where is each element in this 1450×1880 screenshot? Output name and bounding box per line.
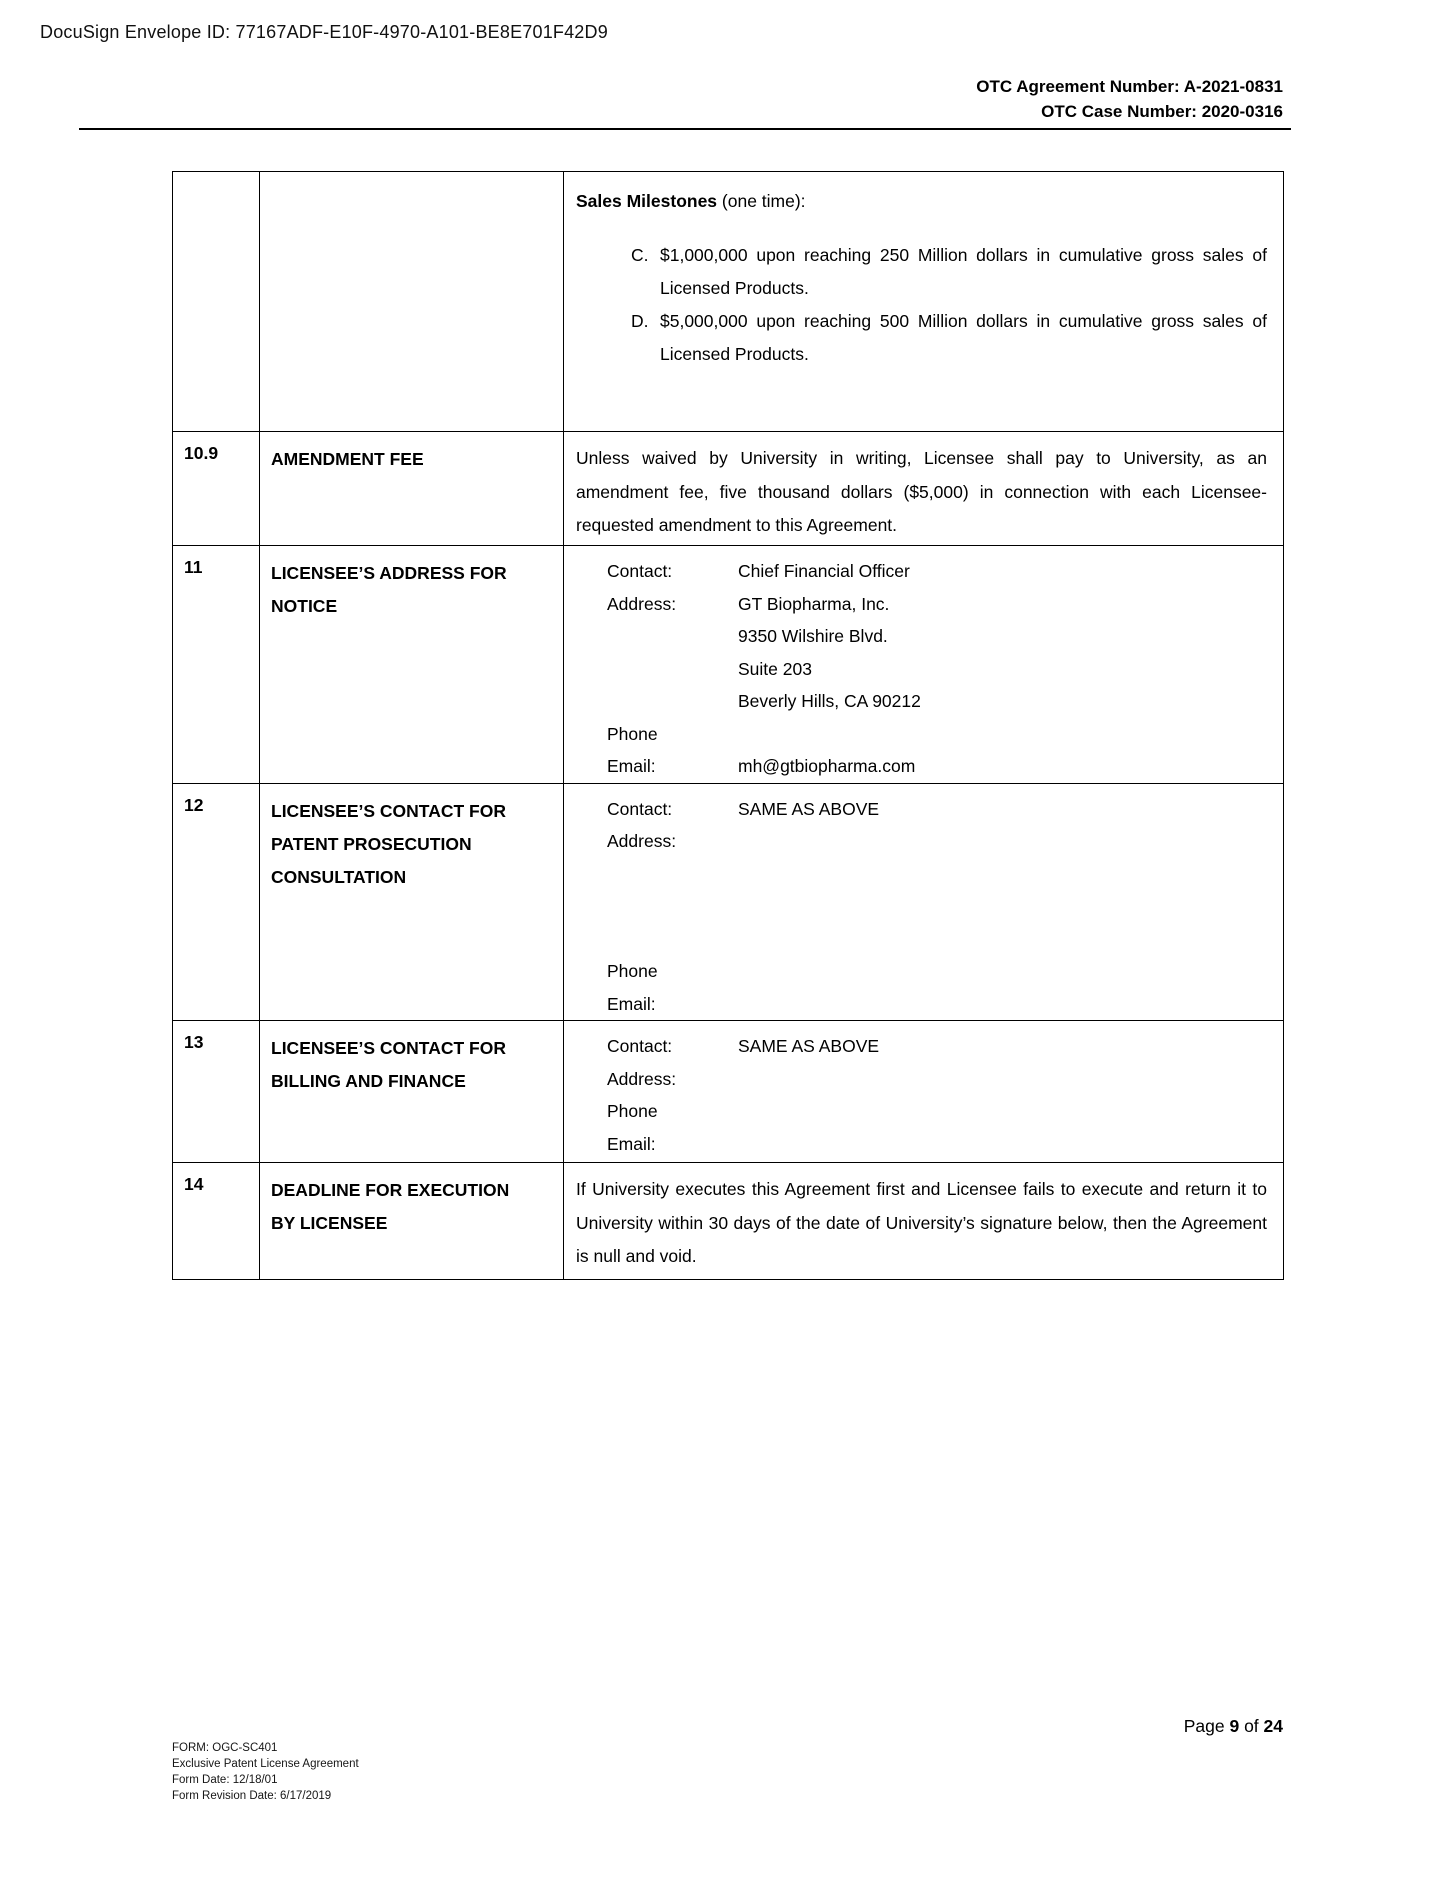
field-label <box>607 923 738 956</box>
field-label: Address: <box>607 831 677 851</box>
row-content-cell <box>564 1021 1284 1163</box>
contact-block <box>564 546 1283 783</box>
sales-milestones-heading <box>564 172 1283 218</box>
field-label: Phone <box>607 723 658 744</box>
form-title: Exclusive Patent License Agreement <box>172 1758 359 1770</box>
field-label: Phone <box>607 1101 658 1121</box>
otc-case-number: OTC Case Number: 2020-0316 <box>1041 102 1283 121</box>
license-terms-table <box>172 171 1284 1280</box>
form-revision-date: Form Revision Date: 6/17/2019 <box>172 1790 332 1802</box>
otc-agreement-number: OTC Agreement Number: A-2021-0831 <box>976 77 1283 96</box>
field-label <box>607 685 738 718</box>
field-value: Beverly Hills, CA 90212 <box>738 691 921 711</box>
field-label: Email: <box>607 756 656 776</box>
field-value <box>738 1095 1273 1128</box>
table-row-amendment-fee <box>173 432 1284 546</box>
row-number-cell: 11 <box>173 546 260 784</box>
table-row-execution-deadline <box>173 1163 1284 1280</box>
row-content-cell <box>564 546 1284 784</box>
field-value <box>738 718 1273 751</box>
milestone-marker: D. <box>631 311 649 331</box>
field-value <box>738 955 1273 988</box>
header-divider <box>79 128 1291 130</box>
field-label: Contact: <box>607 561 673 581</box>
row-number-cell <box>173 172 260 432</box>
row-title-cell: LICENSEE’S ADDRESS FOR NOTICE <box>260 546 564 784</box>
field-label: Contact: <box>607 798 673 819</box>
field-label: Address: <box>607 593 677 614</box>
milestone-text: $5,000,000 upon reaching 500 Million dollars in cumulative gross sales of Licensed Products. <box>660 311 1267 364</box>
row-number-cell: 12 <box>173 783 260 1021</box>
row-title-cell: LICENSEE’S CONTACT FOR PATENT PROSECUTION CONSULTATION <box>260 783 564 1021</box>
contact-block <box>564 1021 1283 1160</box>
field-value: Suite 203 <box>738 658 812 679</box>
row-content-cell <box>564 432 1284 546</box>
field-label: Email: <box>607 993 656 1014</box>
row-title-cell: LICENSEE’S CONTACT FOR BILLING AND FINANCE <box>260 1021 564 1163</box>
form-number: FORM: OGC-SC401 <box>172 1742 278 1754</box>
field-label <box>607 620 738 653</box>
form-info-block <box>172 1740 359 1804</box>
row-number-cell: 14 <box>173 1163 260 1280</box>
table-row-sales-milestones <box>173 172 1284 432</box>
field-value <box>738 890 1273 923</box>
field-label: Contact: <box>607 1036 673 1056</box>
field-value <box>738 988 1273 1021</box>
amendment-fee-paragraph: Unless waived by University in writing, Licensee shall pay to University, as an amendment fee, five thousand dollars ($5,000) in connection with each Licensee-requested amendment to this Agreement. <box>576 448 1267 535</box>
field-label <box>607 890 738 923</box>
field-value: mh@gtbiopharma.com <box>738 756 916 776</box>
field-value: SAME AS ABOVE <box>738 798 880 819</box>
contact-block <box>564 784 1283 1021</box>
field-value <box>738 1128 1273 1161</box>
field-label <box>607 653 738 686</box>
field-value <box>738 1063 1273 1096</box>
row-title-cell: DEADLINE FOR EXECUTION BY LICENSEE <box>260 1163 564 1280</box>
field-value: 9350 Wilshire Blvd. <box>738 626 888 646</box>
table-row-patent-prosecution-contact <box>173 783 1284 1021</box>
table-row-address-for-notice <box>173 546 1284 784</box>
page-number <box>1184 1716 1283 1737</box>
form-date: Form Date: 12/18/01 <box>172 1774 278 1786</box>
page-current: 9 <box>1229 1716 1240 1736</box>
field-label: Address: <box>607 1068 677 1089</box>
milestone-item-d <box>576 305 1267 371</box>
row-content-cell <box>564 783 1284 1021</box>
otc-reference-block <box>976 74 1283 124</box>
field-value <box>738 858 1273 891</box>
field-label <box>607 858 738 891</box>
milestone-marker: C. <box>631 245 649 265</box>
field-value <box>738 825 1273 858</box>
sales-milestones-heading-bold: Sales Milestones <box>576 191 718 211</box>
field-value <box>738 923 1273 956</box>
field-label: Phone <box>607 961 658 981</box>
docusign-envelope-id: DocuSign Envelope ID: 77167ADF-E10F-4970-A101-BE8E701F42D9 <box>40 22 608 42</box>
page-total: 24 <box>1263 1716 1283 1736</box>
row-content-cell <box>564 172 1284 432</box>
row-title-cell: AMENDMENT FEE <box>260 432 564 546</box>
milestone-text: $1,000,000 upon reaching 250 Million dollars in cumulative gross sales of Licensed Products. <box>660 245 1267 298</box>
row-number-cell: 13 <box>173 1021 260 1163</box>
field-label: Email: <box>607 1133 656 1154</box>
field-value: SAME AS ABOVE <box>738 1036 880 1056</box>
row-number-cell: 10.9 <box>173 432 260 546</box>
row-title-cell <box>260 172 564 432</box>
page-of: of <box>1239 1716 1264 1736</box>
execution-deadline-paragraph: If University executes this Agreement first and Licensee fails to execute and return it to University within 30 days of the date of University’s signature below, then the Agreement is null and void. <box>576 1179 1267 1266</box>
milestone-list <box>564 239 1283 371</box>
field-value: Chief Financial Officer <box>738 561 910 581</box>
row-content-cell <box>564 1163 1284 1280</box>
sales-milestones-heading-rest: (one time): <box>717 191 806 211</box>
milestone-item-c <box>576 239 1267 305</box>
page-prefix: Page <box>1183 1716 1230 1736</box>
field-value: GT Biopharma, Inc. <box>738 593 890 614</box>
table-row-billing-finance-contact <box>173 1021 1284 1163</box>
